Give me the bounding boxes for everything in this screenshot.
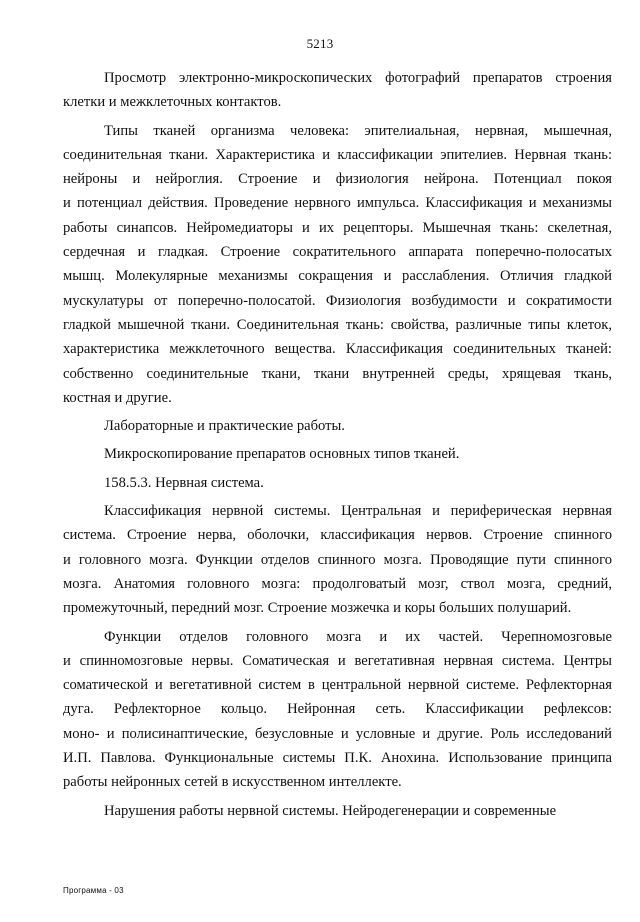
paragraph-line: гладкой мышечной ткани. Соединительная ткань: свойства, различные типы клеток,: [63, 316, 612, 333]
paragraph-line: моно- и полисинаптические, безусловные и условные и другие. Роль исследований: [63, 725, 612, 742]
paragraph-line: мышц. Молекулярные механизмы сокращения и расслабления. Отличия гладкой: [63, 268, 612, 285]
paragraph: [63, 414, 612, 438]
paragraph-line: сердечная и гладкая. Строение сократительного аппарата поперечно-полосатых: [63, 244, 612, 261]
paragraph-line: и спинномозговые нервы. Соматическая и вегетативная нервная система. Центры: [63, 652, 612, 669]
paragraph-line: работы синапсов. Нейромедиаторы и их рецепторы. Мышечная ткань: скелетная,: [63, 219, 612, 236]
paragraph-line: мозга. Анатомия головного мозга: продолговатый мозг, ствол мозга, средний,: [63, 575, 612, 592]
paragraph-line: и потенциал действия. Проведение нервного импульса. Классификация и механизмы: [63, 195, 612, 212]
paragraph: [63, 119, 612, 411]
paragraph-line: система. Строение нерва, оболочки, классификация нервов. Строение спинного: [63, 527, 612, 544]
paragraph-line: и головного мозга. Функции отделов спинного мозга. Проводящие пути спинного: [63, 551, 612, 568]
paragraph-line: работы нейронных сетей в искусственном интеллекте.: [63, 774, 402, 791]
paragraph-line: Типы тканей организма человека: эпителиальная, нервная, мышечная,: [104, 122, 612, 139]
paragraph-line: собственно соединительные ткани, ткани внутренней среды, хрящевая ткань,: [63, 365, 612, 382]
page-footer: Программа - 03: [63, 886, 124, 895]
paragraph-line: И.П. Павлова. Функциональные системы П.К. Анохина. Использование принципа: [63, 750, 612, 767]
paragraph-line: Нарушения работы нервной системы. Нейродегенерации и современные: [104, 802, 557, 819]
paragraph-line: характеристика межклеточного вещества. Классификация соединительных тканей:: [63, 341, 612, 358]
paragraph-line: 158.5.3. Нервная система.: [104, 474, 264, 491]
paragraph-line: костная и другие.: [63, 389, 172, 406]
paragraph-line: Классификация нервной системы. Центральная и периферическая нервная: [104, 503, 612, 520]
paragraph-line: соматической и вегетативной систем в центральной нервной системе. Рефлекторная: [63, 677, 612, 694]
paragraph-line: Лабораторные и практические работы.: [104, 418, 345, 435]
paragraph-line: Функции отделов головного мозга и их частей. Черепномозговые: [104, 628, 612, 645]
paragraph-line: мускулатуры от поперечно-полосатой. Физиология возбудимости и сократимости: [63, 292, 612, 309]
paragraph-line: соединительная ткани. Характеристика и классификации эпителиев. Нервная ткань:: [63, 146, 612, 163]
document-body: [63, 66, 612, 823]
paragraph: [63, 442, 612, 466]
paragraph: [63, 799, 612, 823]
paragraph: [63, 471, 612, 495]
paragraph-line: промежуточный, передний мозг. Строение мозжечка и коры больших полушарий.: [63, 600, 572, 617]
paragraph: [63, 625, 612, 795]
paragraph-line: Микроскопирование препаратов основных типов тканей.: [104, 446, 460, 463]
paragraph: [63, 66, 612, 115]
page-number: 5213: [306, 36, 334, 51]
paragraph-line: клетки и межклеточных контактов.: [63, 94, 282, 111]
paragraph-line: дуга. Рефлекторное кольцо. Нейронная сеть. Классификации рефлексов:: [63, 701, 612, 718]
paragraph-line: Просмотр электронно-микроскопических фотографий препаратов строения: [104, 70, 612, 86]
paragraph-line: нейроны и нейроглия. Строение и физиология нейрона. Потенциал покоя: [63, 171, 612, 188]
paragraph: [63, 499, 612, 620]
